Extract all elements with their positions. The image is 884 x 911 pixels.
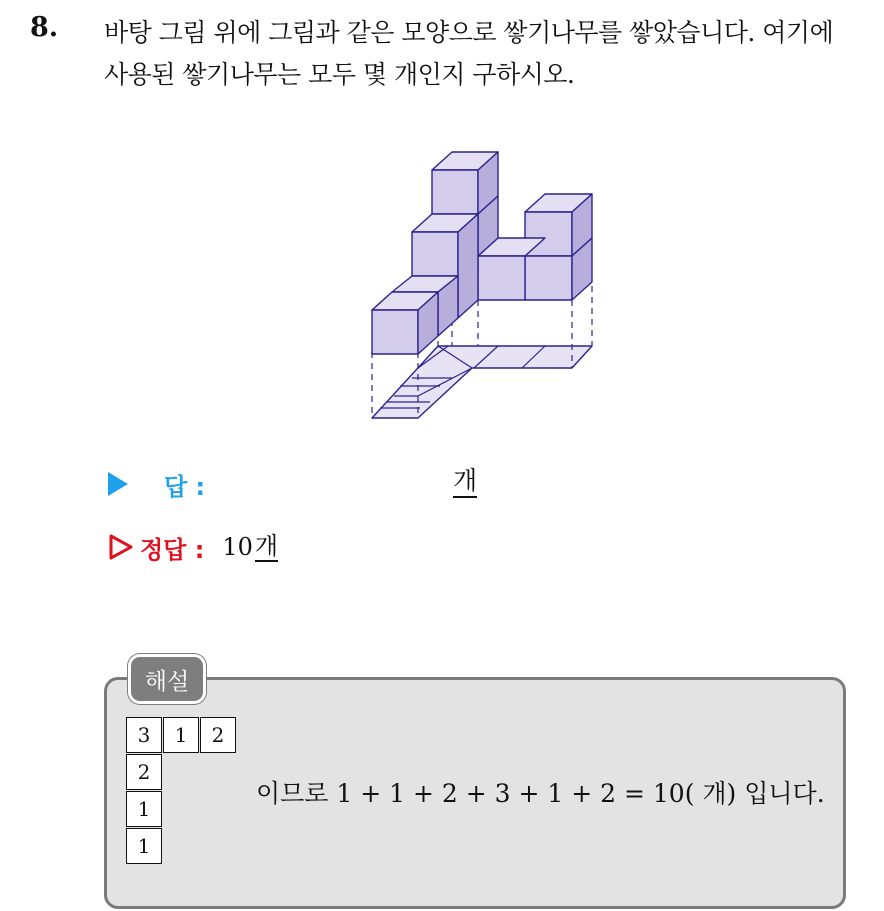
answer-label: 답 : [164, 472, 206, 501]
grid-cell: 1 [126, 828, 162, 864]
cube-front [372, 276, 458, 354]
question-line-2: 사용된 쌓기나무는 모두 몇 개인지 구하시오. [104, 60, 575, 89]
answer-row [108, 464, 205, 504]
grid-cell: 2 [200, 717, 236, 753]
play-triangle-icon [108, 472, 128, 496]
grid-cell: 1 [126, 791, 162, 827]
question-text [104, 12, 874, 96]
stacked-cubes-figure [360, 140, 600, 430]
grid-cell: 3 [126, 717, 162, 753]
solution-tab: 해설 [128, 654, 206, 704]
correct-answer-row [108, 527, 278, 567]
correct-answer-label: 정답 : [140, 535, 205, 564]
answer-unit[interactable]: 개 [453, 466, 477, 498]
grid-cell: 2 [126, 754, 162, 790]
grid-cell: 1 [163, 717, 199, 753]
solution-text: 이므로 1 + 1 + 2 + 3 + 1 + 2 = 10( 개) 입니다. [256, 779, 825, 808]
outline-triangle-icon [108, 533, 134, 561]
correct-answer-unit: 개 [254, 532, 279, 560]
question-line-1: 바탕 그림 위에 그림과 같은 모양으로 쌓기나무를 쌓았습니다. 여기에 [104, 18, 834, 47]
correct-answer-value: 10 [222, 533, 253, 561]
base-plan [372, 346, 592, 418]
question-number: 8. [30, 12, 59, 43]
